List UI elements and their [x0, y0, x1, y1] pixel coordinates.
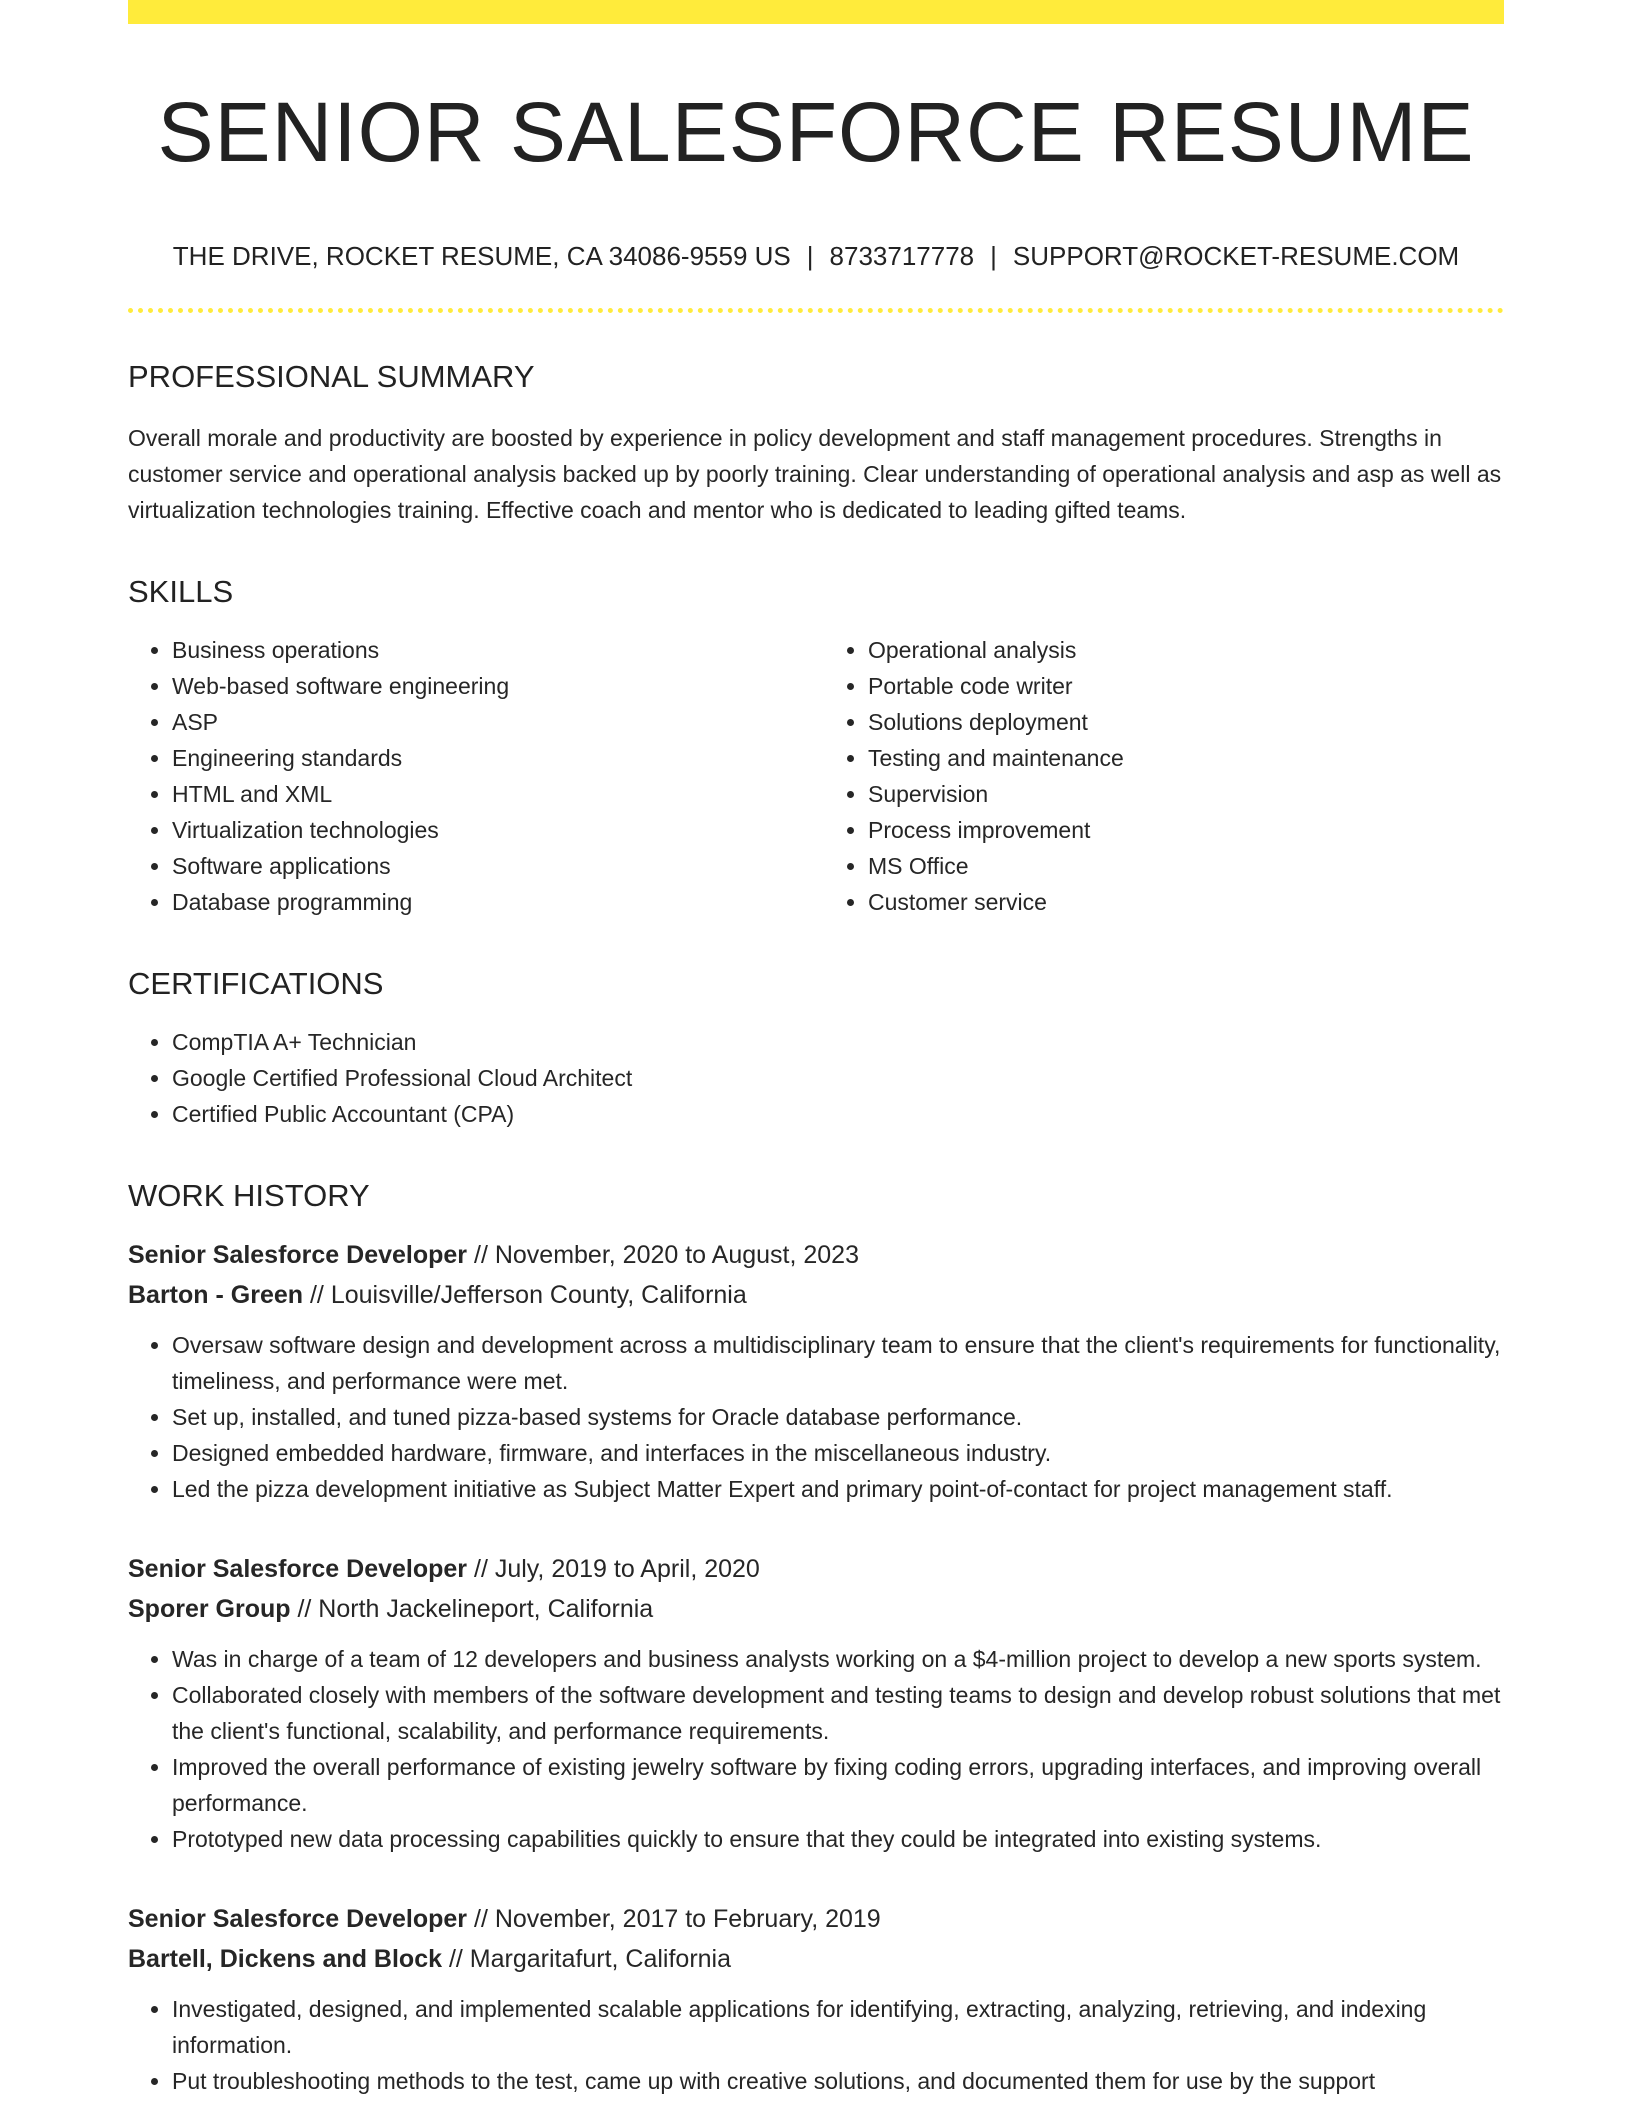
job-company-line	[128, 1939, 1504, 1979]
job-dates: // July, 2019 to April, 2020	[467, 1555, 760, 1584]
contact-phone: 8733717778	[829, 240, 975, 271]
certification-item: • Google Certified Professional Cloud Architect	[172, 1060, 1504, 1096]
summary-text: Overall morale and productivity are boosted by experience in policy development and staff management procedures. Strengths in customer service and operational analysis backed up by poorly training. Clear understanding of operational analysis and asp as well as virtualization technologies training. Effective coach and mentor who is dedicated to leading gifted teams.	[128, 425, 1502, 524]
skills-list-right	[816, 632, 1504, 920]
skill-item: • Customer service	[868, 884, 1504, 920]
skill-item: • Web-based software engineering	[172, 668, 816, 704]
job-bullet: • Led the pizza development initiative as Subject Matter Expert and primary point-of-contact for project management staff.	[172, 1471, 1504, 1507]
job-title-line	[128, 1899, 1504, 1939]
top-accent-bar	[128, 0, 1504, 24]
skill-item: • HTML and XML	[172, 776, 816, 812]
work-history-heading: WORK HISTORY	[128, 1177, 370, 1213]
contact-address: THE DRIVE, ROCKET RESUME, CA 34086-9559 US	[172, 240, 791, 271]
skill-item: • Operational analysis	[868, 632, 1504, 668]
certification-item: • Certified Public Accountant (CPA)	[172, 1096, 1504, 1132]
skill-item: • ASP	[172, 704, 816, 740]
job-location: // Louisville/Jefferson County, California	[303, 1281, 747, 1310]
certifications-heading: CERTIFICATIONS	[128, 966, 384, 1002]
skill-item: • Engineering standards	[172, 740, 816, 776]
job-dates: // November, 2017 to February, 2019	[467, 1905, 881, 1934]
job-title-line	[128, 1235, 1504, 1275]
job-bullet: • Improved the overall performance of existing jewelry software by fixing coding errors, upgrading interfaces, and improving overall performance.	[172, 1749, 1504, 1821]
resume-page	[128, 0, 1504, 2099]
skill-item: • Solutions deployment	[868, 704, 1504, 740]
job-bullets	[128, 1327, 1504, 1507]
skill-item: • Business operations	[172, 632, 816, 668]
job-entry	[128, 1549, 1504, 1857]
job-entry	[128, 1235, 1504, 1507]
skill-item: • Process improvement	[868, 812, 1504, 848]
skill-item: • Virtualization technologies	[172, 812, 816, 848]
job-role: Senior Salesforce Developer	[128, 1905, 468, 1934]
contact-line	[128, 241, 1504, 272]
job-role: Senior Salesforce Developer	[128, 1555, 468, 1584]
job-bullet: • Investigated, designed, and implemented scalable applications for identifying, extracting, analyzing, retrieving, and indexing information.	[172, 1991, 1504, 2063]
job-bullets	[128, 1991, 1504, 2099]
dotted-divider	[128, 308, 1504, 313]
skill-item: • MS Office	[868, 848, 1504, 884]
job-company: Barton - Green	[128, 1281, 304, 1310]
skill-item: • Database programming	[172, 884, 816, 920]
contact-email: SUPPORT@ROCKET-RESUME.COM	[1012, 240, 1460, 271]
certification-item: • CompTIA A+ Technician	[172, 1024, 1504, 1060]
resume-title: SENIOR SALESFORCE RESUME	[157, 85, 1475, 179]
job-company: Sporer Group	[128, 1595, 291, 1624]
job-bullet: • Designed embedded hardware, firmware, and interfaces in the miscellaneous industry.	[172, 1435, 1504, 1471]
job-bullet: • Set up, installed, and tuned pizza-based systems for Oracle database performance.	[172, 1399, 1504, 1435]
job-dates: // November, 2020 to August, 2023	[467, 1241, 859, 1270]
skills-columns	[128, 632, 1504, 920]
job-role: Senior Salesforce Developer	[128, 1241, 468, 1270]
job-location: // North Jackelineport, California	[290, 1595, 654, 1624]
skill-item: • Portable code writer	[868, 668, 1504, 704]
skill-item: • Supervision	[868, 776, 1504, 812]
skill-item: • Software applications	[172, 848, 816, 884]
job-title-line	[128, 1549, 1504, 1589]
job-bullet: • Was in charge of a team of 12 developers and business analysts working on a $4-million project to develop a new sports system.	[172, 1641, 1504, 1677]
skills-heading: SKILLS	[128, 574, 234, 610]
job-entry	[128, 1899, 1504, 2099]
job-bullet: • Prototyped new data processing capabilities quickly to ensure that they could be integrated into existing systems.	[172, 1821, 1504, 1857]
job-company: Bartell, Dickens and Block	[128, 1945, 443, 1974]
job-bullet: • Oversaw software design and development across a multidisciplinary team to ensure that the client's requirements for functionality, timeliness, and performance were met.	[172, 1327, 1504, 1399]
contact-separator: |	[990, 240, 997, 271]
job-company-line	[128, 1275, 1504, 1315]
skills-list-left	[128, 632, 816, 920]
job-bullet: • Collaborated closely with members of the software development and testing teams to design and develop robust solutions that met the client's functional, scalability, and performance requirements.	[172, 1677, 1504, 1749]
job-bullets	[128, 1641, 1504, 1857]
job-location: // Margaritafurt, California	[442, 1945, 732, 1974]
job-bullet: • Put troubleshooting methods to the test, came up with creative solutions, and documented them for use by the support	[172, 2063, 1504, 2099]
job-company-line	[128, 1589, 1504, 1629]
summary-heading: PROFESSIONAL SUMMARY	[128, 358, 535, 394]
contact-separator: |	[806, 240, 814, 271]
skill-item: • Testing and maintenance	[868, 740, 1504, 776]
certifications-list	[128, 1024, 1504, 1132]
